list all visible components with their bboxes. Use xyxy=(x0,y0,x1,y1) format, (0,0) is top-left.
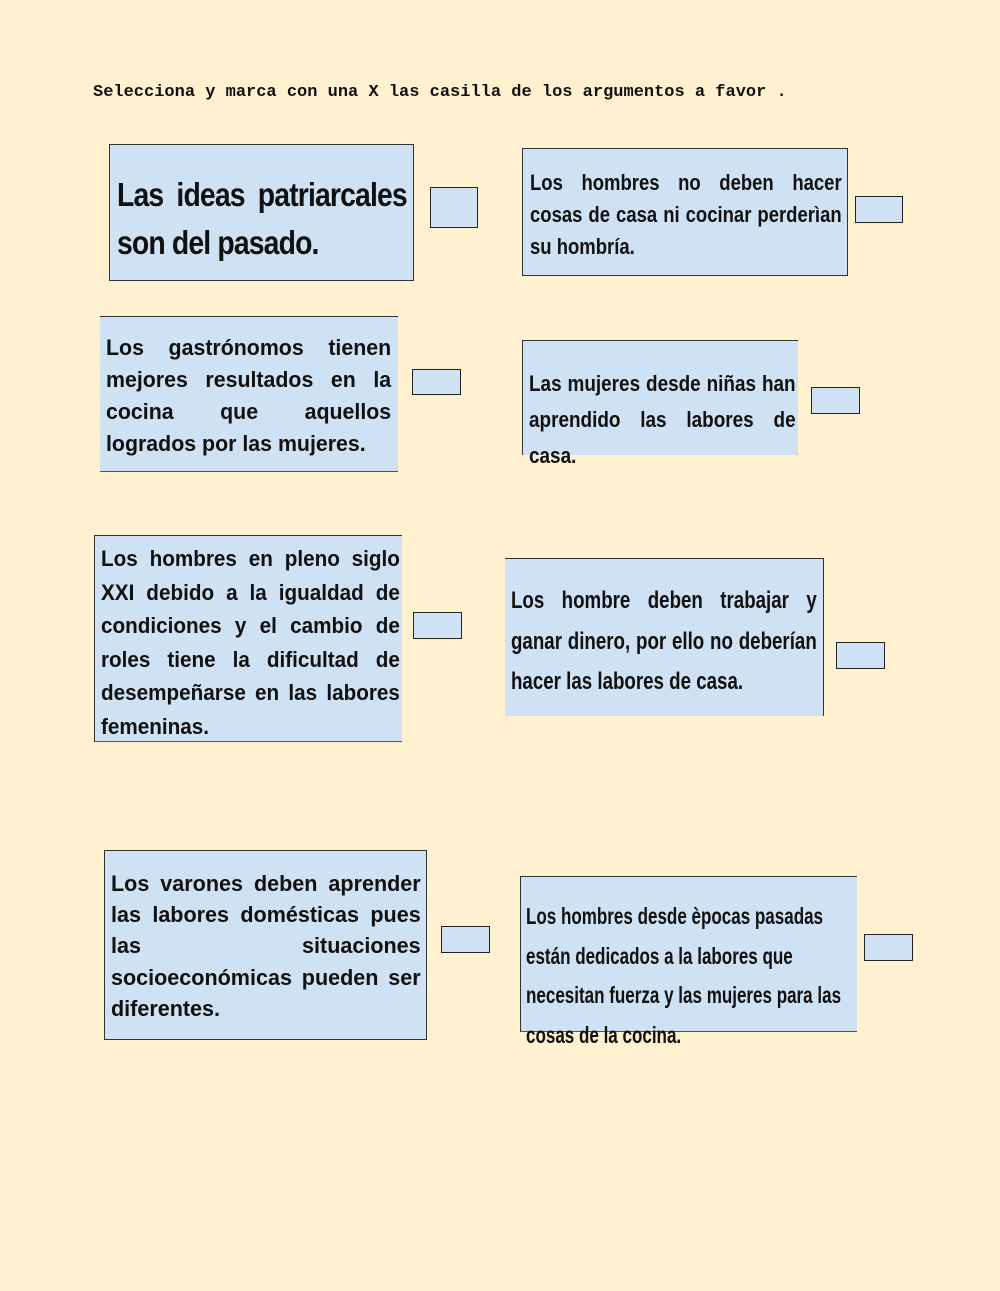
argument-card-3 xyxy=(100,316,398,472)
checkbox-5[interactable] xyxy=(413,612,462,639)
argument-card-4 xyxy=(522,340,798,468)
argument-card-1 xyxy=(109,144,414,281)
checkbox-1[interactable] xyxy=(430,187,478,228)
argument-card-6 xyxy=(505,558,824,716)
argument-text-5: Los hombres en pleno siglo XXI debido a la igualdad de condiciones y el cambio de roles tiene la dificultad de desempeñarse en las labores femeninas. xyxy=(101,546,400,739)
checkbox-2[interactable] xyxy=(855,196,903,223)
checkbox-3[interactable] xyxy=(412,369,461,395)
argument-text-7: Los varones deben aprender las labores domésticas pues las situaciones socioeconómicas pueden ser diferentes. xyxy=(111,871,421,1021)
argument-text-4: Las mujeres desde niñas han aprendido las labores de casa. xyxy=(529,371,796,468)
argument-text-1: Las ideas patriarcales son del pasado. xyxy=(117,176,407,261)
checkbox-6[interactable] xyxy=(836,642,885,669)
instruction-text: Selecciona y marca con una X las casilla de los argumentos a favor . xyxy=(93,83,787,102)
argument-text-6: Los hombre deben trabajar y ganar dinero, por ello no deberían hacer las labores de casa. xyxy=(511,587,817,695)
argument-text-8: Los hombres desde èpocas pasadas están dedicados a la labores que necesitan fuerza y las mujeres para las cosas de la cocina. xyxy=(526,903,842,1048)
argument-text-2: Los hombres no deben hacer cosas de casa ni cocinar perderìan su hombría. xyxy=(530,170,842,259)
argument-card-7 xyxy=(104,850,427,1040)
argument-card-5 xyxy=(94,535,402,742)
argument-card-2 xyxy=(522,148,848,276)
argument-text-3: Los gastrónomos tienen mejores resultados en la cocina que aquellos logrados por las mujeres. xyxy=(106,335,392,456)
checkbox-8[interactable] xyxy=(864,934,913,961)
argument-card-8 xyxy=(520,876,857,1048)
checkbox-7[interactable] xyxy=(441,926,490,953)
checkbox-4[interactable] xyxy=(811,387,860,414)
